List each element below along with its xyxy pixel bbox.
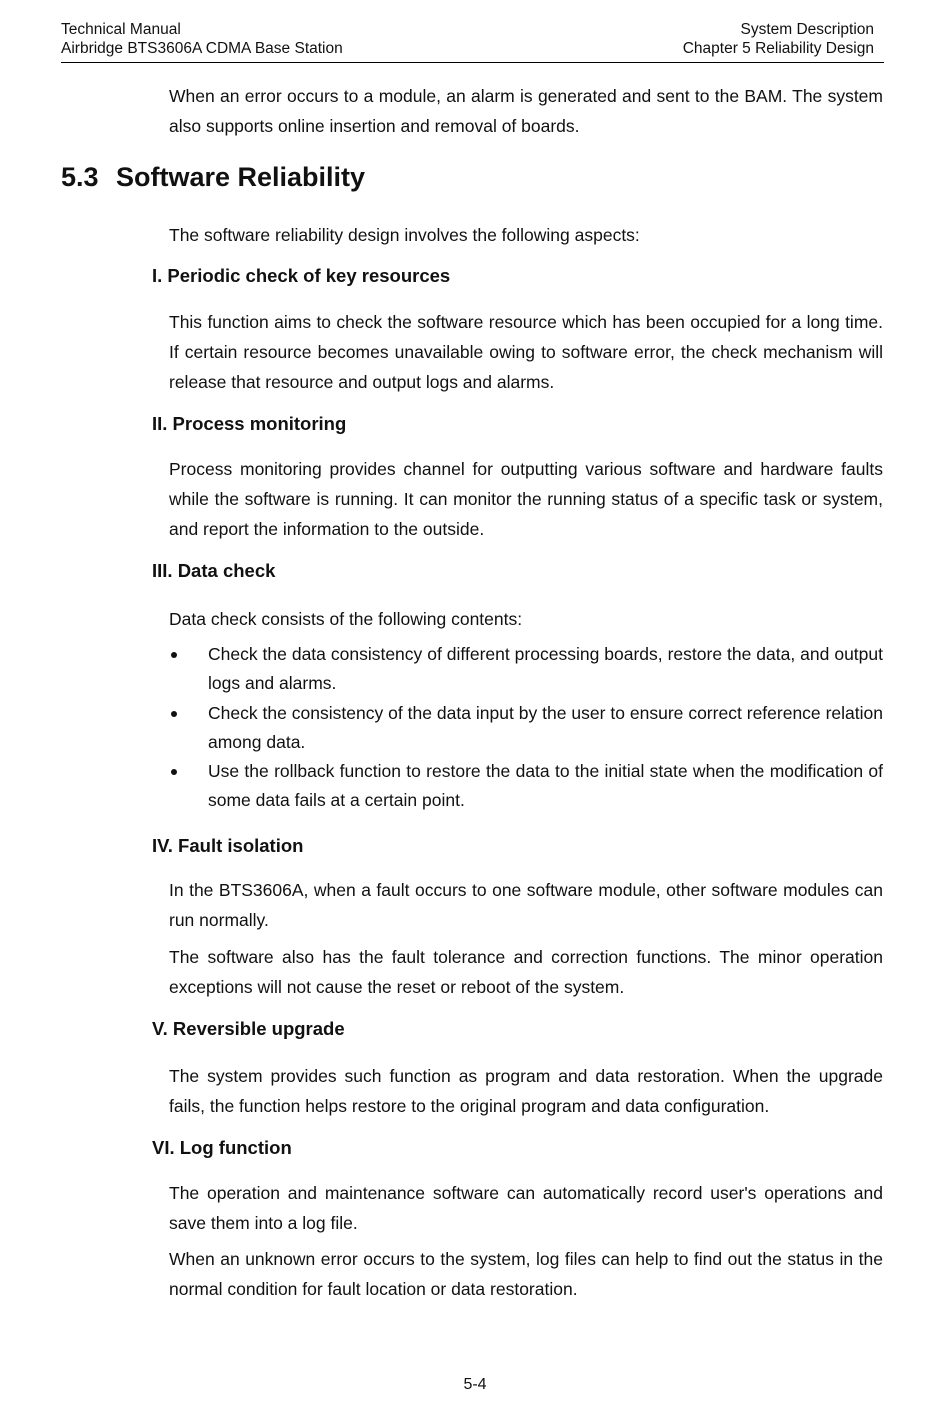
subsection-paragraph: Process monitoring provides channel for outputting various software and hardware faults while the software is running. It can monitor the running status of a specific task or system, and report the information to the outside.: [169, 459, 883, 539]
header-product-name: Airbridge BTS3606A CDMA Base Station: [61, 40, 343, 57]
list-item-text: Check the consistency of the data input by the user to ensure correct reference relation among data.: [208, 703, 883, 752]
header-document-title: System Description: [740, 21, 874, 38]
subsection-paragraph: This function aims to check the software resource which has been occupied for a long time. If certain resource becomes unavailable owing to software error, the check mechanism will release that resource and output logs and alarms.: [169, 312, 883, 392]
bullet-dot-icon: [171, 769, 177, 775]
list-item: [169, 757, 883, 815]
list-item: [169, 640, 883, 698]
subsection-heading: II. Process monitoring: [152, 413, 347, 434]
subsection-paragraph: The software also has the fault tolerance and correction functions. The minor operation exceptions will not cause the reset or reboot of the system.: [169, 947, 883, 997]
section-lead-paragraph: The software reliability design involves the following aspects:: [169, 225, 640, 245]
intro-paragraph: When an error occurs to a module, an alarm is generated and sent to the BAM. The system also supports online insertion and removal of boards.: [169, 86, 883, 136]
header-manual-type: Technical Manual: [61, 21, 181, 38]
list-item-text: Check the data consistency of different processing boards, restore the data, and output logs and alarms.: [208, 644, 883, 693]
subsection-heading: IV. Fault isolation: [152, 835, 304, 856]
section-title: Software Reliability: [116, 162, 366, 192]
subsection-paragraph: The operation and maintenance software can automatically record user's operations and save them into a log file.: [169, 1183, 883, 1233]
bullet-dot-icon: [171, 652, 177, 658]
section-heading: [61, 160, 365, 194]
subsection-heading: I. Periodic check of key resources: [152, 265, 451, 286]
header-chapter-title: Chapter 5 Reliability Design: [682, 40, 874, 57]
section-number: 5.3: [61, 162, 99, 192]
subsection-heading: III. Data check: [152, 560, 276, 581]
subsection-paragraph: In the BTS3606A, when a fault occurs to one software module, other software modules can run normally.: [169, 880, 883, 930]
list-item-text: Use the rollback function to restore the data to the initial state when the modification of some data fails at a certain point.: [208, 761, 883, 810]
subsection-paragraph: The system provides such function as program and data restoration. When the upgrade fails, the function helps restore to the original program and data configuration.: [169, 1066, 883, 1116]
subsection-heading: V. Reversible upgrade: [152, 1018, 345, 1039]
page-number: 5-4: [463, 1376, 487, 1393]
bullet-dot-icon: [171, 711, 177, 717]
subsection-paragraph: When an unknown error occurs to the system, log files can help to find out the status in the normal condition for fault location or data restoration.: [169, 1249, 883, 1299]
subsection-paragraph: Data check consists of the following contents:: [169, 609, 523, 629]
subsection-heading: VI. Log function: [152, 1137, 292, 1158]
list-item: [169, 699, 883, 757]
